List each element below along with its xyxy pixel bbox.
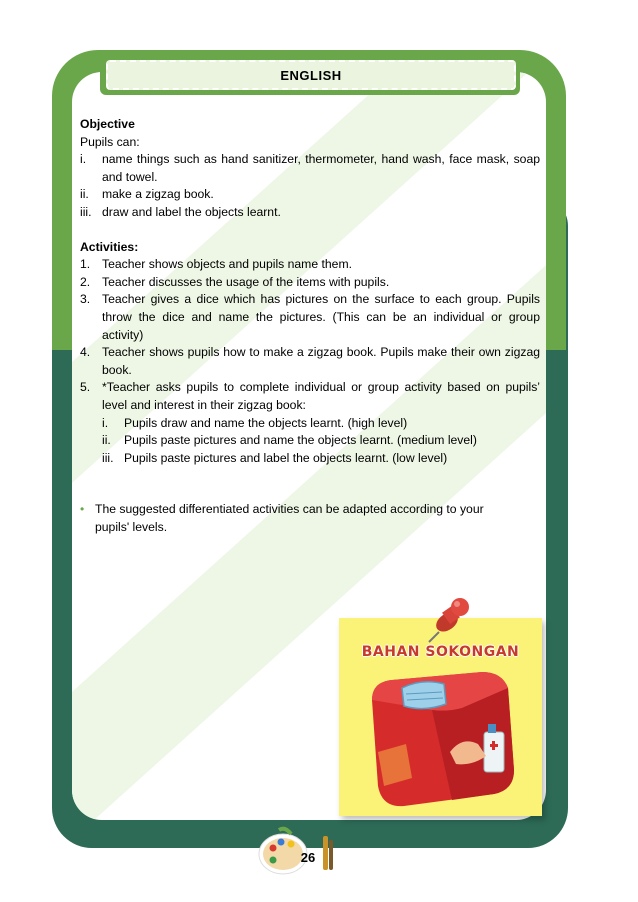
list-text: make a zigzag book. <box>102 187 214 202</box>
list-number: ii. <box>80 187 89 202</box>
list-item <box>80 186 540 204</box>
activities-heading: Activities: <box>80 239 139 254</box>
list-item <box>80 344 540 379</box>
list-item <box>80 256 540 274</box>
list-number: 1. <box>80 257 91 272</box>
sub-list-number: i. <box>102 415 109 430</box>
note-text: The suggested differentiated activities can be adapted according to your pupils' levels. <box>95 502 484 534</box>
sub-list-number: ii. <box>102 433 111 448</box>
subject-title: ENGLISH <box>280 67 342 83</box>
list-text: draw and label the objects learnt. <box>102 204 281 219</box>
sub-list-text: Pupils paste pictures and name the objects learnt. (medium level) <box>124 433 477 448</box>
list-text: *Teacher asks pupils to complete individual or group activity based on pupils’ level and interest in their zigzag book: <box>102 380 540 412</box>
sticky-note-title: BAHAN SOKONGAN <box>361 644 520 660</box>
bullet-icon: • <box>80 502 85 517</box>
list-number: 4. <box>80 345 91 360</box>
list-number: i. <box>80 152 87 167</box>
list-number: 5. <box>80 380 91 395</box>
objective-intro: Pupils can: <box>80 134 140 149</box>
sub-list-item <box>80 432 540 450</box>
page-number: 26 <box>300 850 316 865</box>
lesson-content <box>80 116 540 536</box>
sub-list-text: Pupils draw and name the objects learnt. (high level) <box>124 415 408 430</box>
sub-list-number: iii. <box>102 450 114 465</box>
list-number: 2. <box>80 274 91 289</box>
sub-list-item <box>80 450 540 468</box>
list-text: Teacher shows pupils how to make a zigzag book. Pupils make their own zigzag book. <box>102 345 540 377</box>
list-text: Teacher gives a dice which has pictures on the surface to each group. Pupils throw the dice and name the pictures. (This can be an individual or group activity) <box>102 292 540 342</box>
list-text: Teacher shows objects and pupils name them. <box>102 257 352 272</box>
header-banner <box>106 60 516 90</box>
sub-list-item <box>80 415 540 433</box>
face-mask-icon <box>402 682 446 709</box>
sub-list-text: Pupils paste pictures and label the objects learnt. (low level) <box>124 450 448 465</box>
list-item <box>80 204 540 222</box>
list-number: iii. <box>80 204 92 219</box>
list-item <box>80 379 540 414</box>
differentiation-note <box>80 501 540 536</box>
list-text: Teacher discusses the usage of the items with pupils. <box>102 274 390 289</box>
push-pin-icon <box>425 596 475 644</box>
list-number: 3. <box>80 292 91 307</box>
list-item <box>80 151 540 186</box>
list-item <box>80 274 540 292</box>
objective-heading: Objective <box>80 117 135 131</box>
list-text: name things such as hand sanitizer, thermometer, hand wash, face mask, soap and towel. <box>102 152 540 184</box>
dice-icon <box>352 660 532 810</box>
list-item <box>80 291 540 344</box>
